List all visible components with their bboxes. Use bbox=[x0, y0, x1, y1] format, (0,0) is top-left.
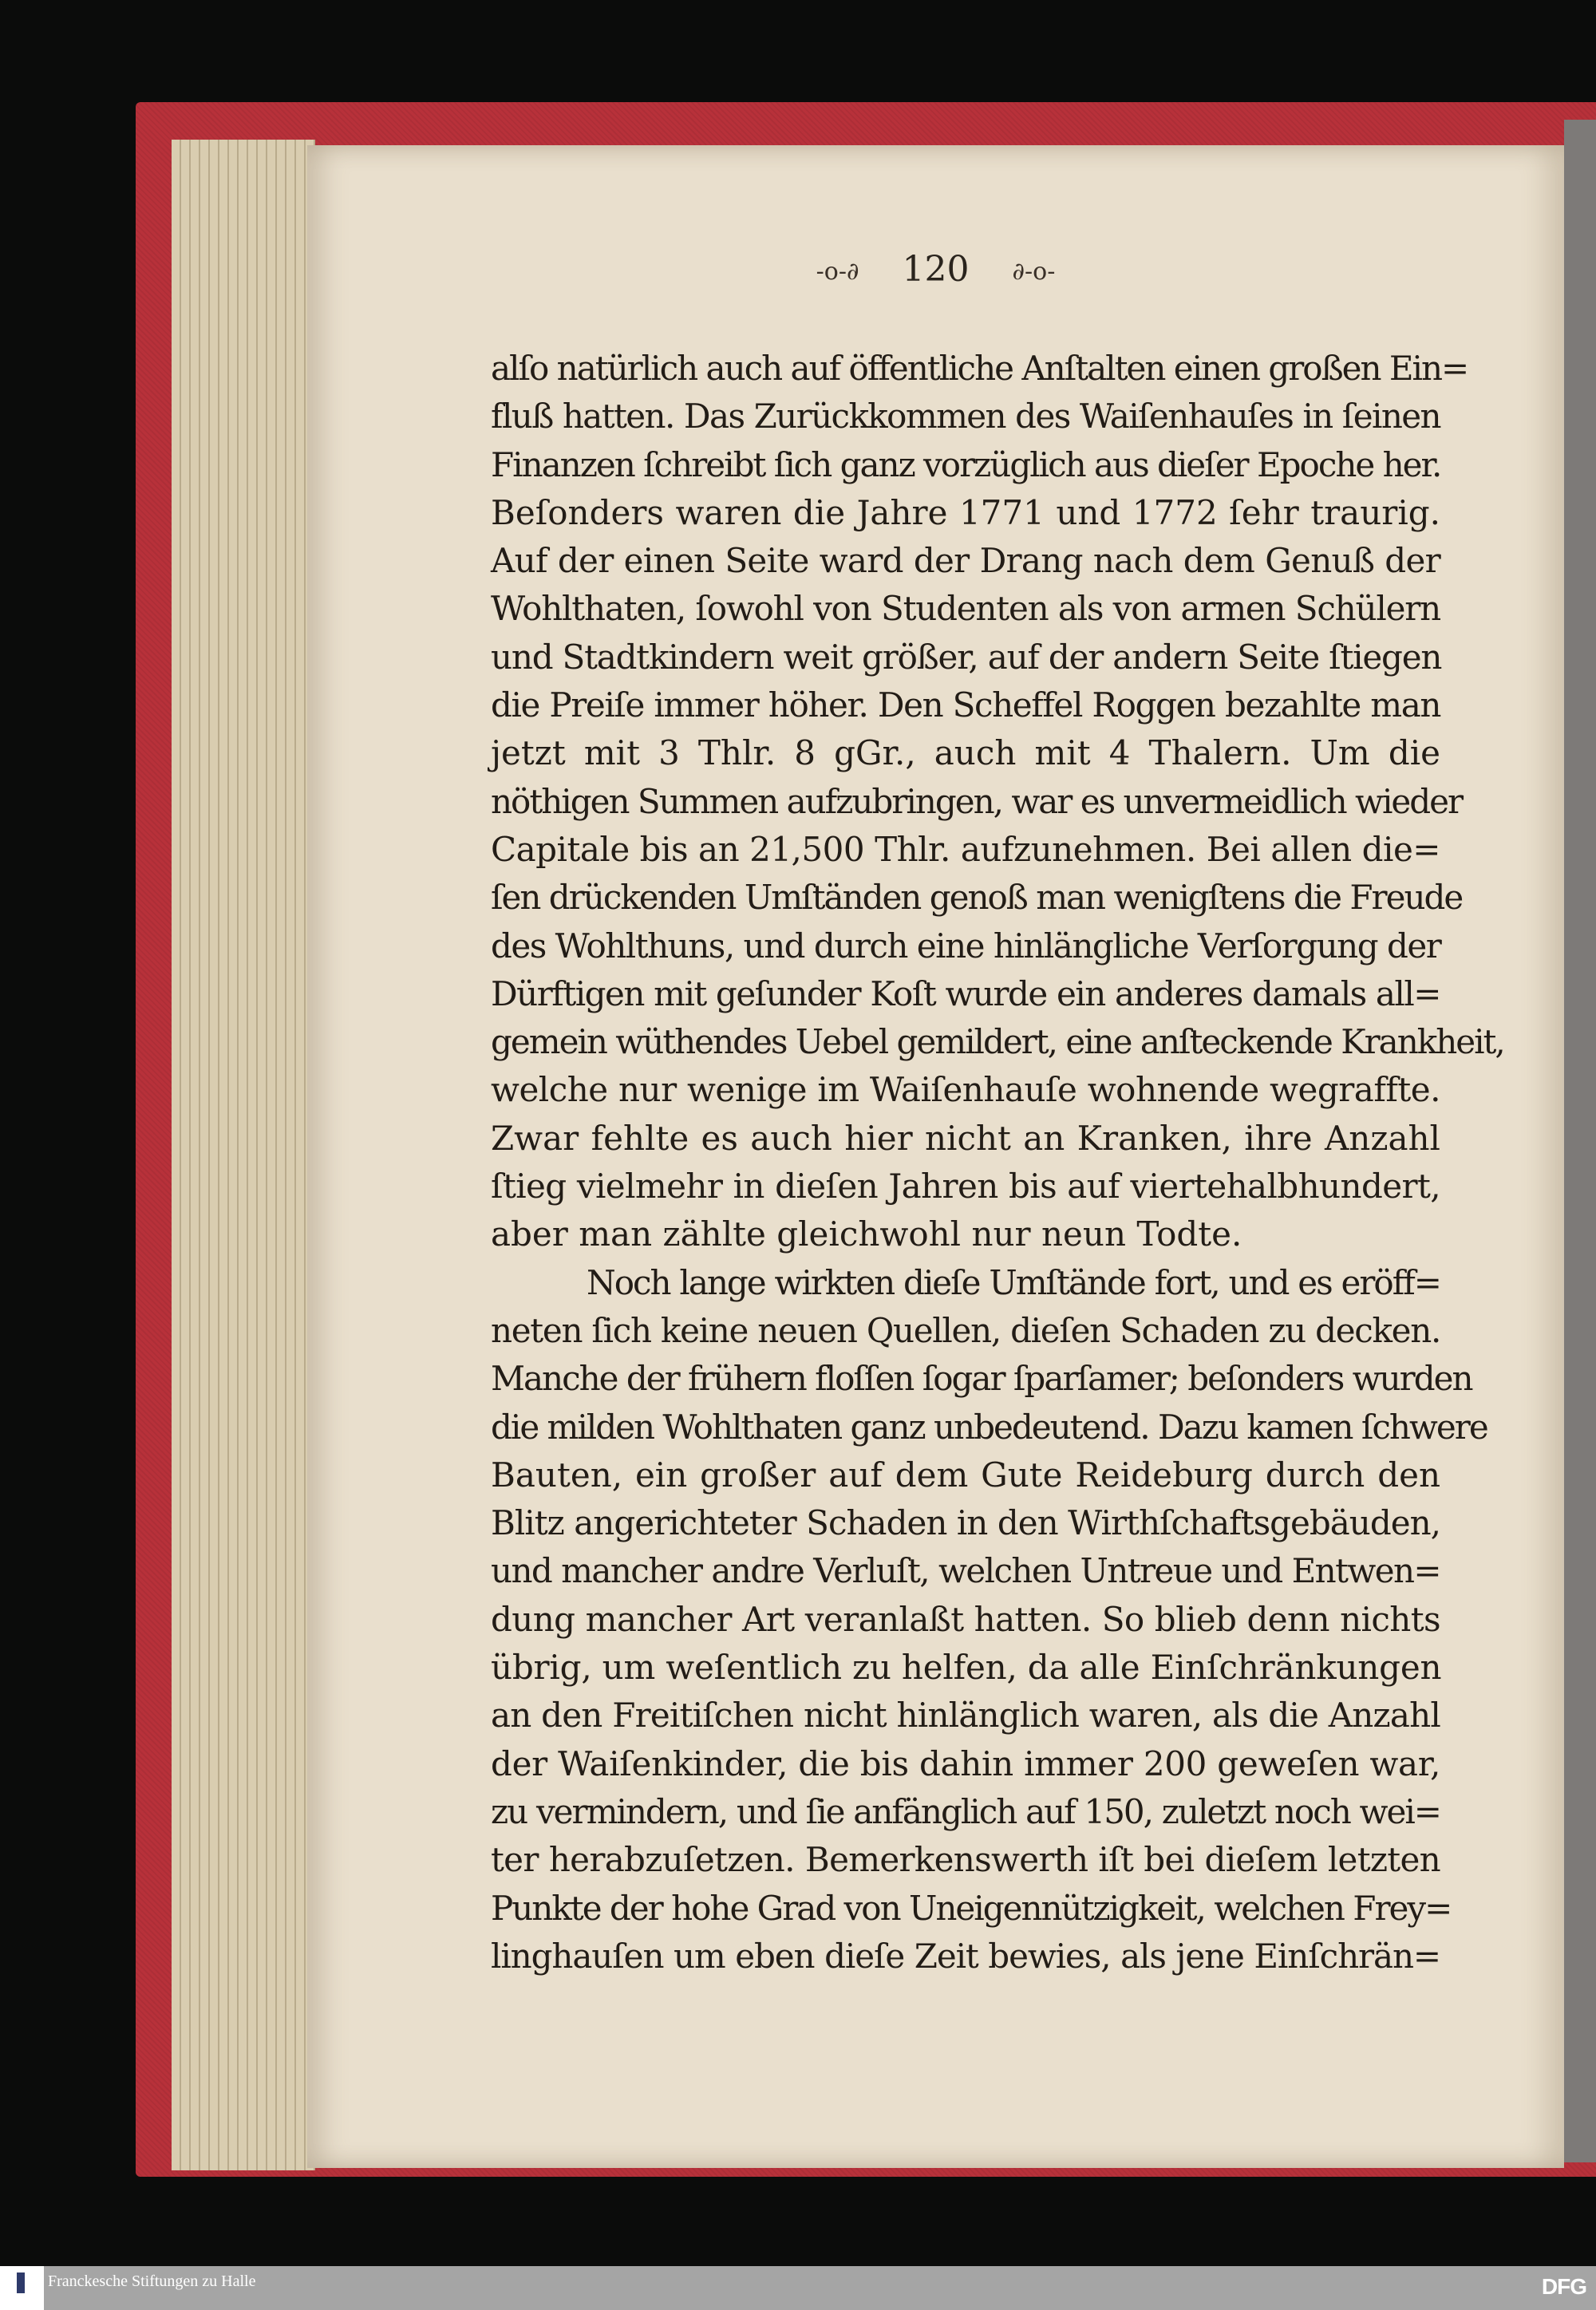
text-line: ſtieg vielmehr in dieſen Jahren bis auf viertehalbhundert, bbox=[491, 1167, 1440, 1206]
text-line: aber man zählte gleichwohl nur neun Todte. bbox=[491, 1214, 1242, 1254]
institution-logo[interactable] bbox=[0, 2266, 44, 2310]
ornament-left-icon: -o-∂ bbox=[816, 258, 859, 286]
page-header bbox=[307, 249, 1564, 290]
text-line: Dürftigen mit geſunder Koſt wurde ein anderes damals all= bbox=[491, 973, 1440, 1013]
text-line: Noch lange wirkten dieſe Umſtände fort, und es eröff= bbox=[587, 1262, 1440, 1302]
logo-icon bbox=[17, 2272, 25, 2293]
text-line: Bauten, ein großer auf dem Gute Reideburg durch den bbox=[491, 1455, 1440, 1495]
text-line: welche nur wenige im Waiſenhauſe wohnende wegraffte. bbox=[491, 1070, 1440, 1110]
text-line: übrig, um weſentlich zu helfen, da alle Einſchränkungen bbox=[491, 1648, 1442, 1688]
text-line: Finanzen ſchreibt ſich ganz vorzüglich aus dieſer Epoche her. bbox=[491, 444, 1441, 484]
text-line: und Stadtkindern weit größer, auf der andern Seite ſtiegen bbox=[491, 637, 1442, 677]
text-line: gemein wüthendes Uebel gemildert, eine anſteckende Krankheit, bbox=[491, 1022, 1504, 1062]
text-line: ter herabzuſetzen. Bemerkenswerth iſt bei dieſem letzten bbox=[491, 1840, 1440, 1880]
text-line: Beſonders waren die Jahre 1771 und 1772 ſehr traurig. bbox=[491, 492, 1440, 532]
text-line: linghauſen um eben dieſe Zeit bewies, als jene Einſchrän= bbox=[491, 1936, 1440, 1976]
text-line: neten ſich keine neuen Quellen, dieſen Schaden zu decken. bbox=[491, 1310, 1440, 1350]
text-line: Punkte der hohe Grad von Uneigennützigkeit, welchen Frey= bbox=[491, 1888, 1452, 1928]
text-line: dung mancher Art veranlaßt hatten. So blieb denn nichts bbox=[491, 1599, 1440, 1639]
text-line: zu vermindern, und ſie anfänglich auf 150, zuletzt noch wei= bbox=[491, 1791, 1440, 1831]
dfg-logo[interactable]: DFG bbox=[1541, 2274, 1586, 2299]
text-line: Wohlthaten, ſowohl von Studenten als von armen Schülern bbox=[491, 589, 1440, 629]
text-line: der Waiſenkinder, die bis dahin immer 200 geweſen war, bbox=[491, 1743, 1440, 1783]
text-line: Zwar fehlte es auch hier nicht an Kranken, ihre Anzahl bbox=[491, 1118, 1440, 1158]
page-number: 120 bbox=[902, 249, 970, 290]
text-line: nöthigen Summen aufzubringen, war es unvermeidlich wieder bbox=[491, 781, 1463, 821]
body-text bbox=[491, 345, 1504, 1980]
book-page bbox=[307, 145, 1564, 2168]
book-spine bbox=[1564, 120, 1596, 2162]
text-line: jetzt mit 3 Thlr. 8 gGr., auch mit 4 Thalern. Um die bbox=[491, 733, 1440, 773]
text-line: an den Freitiſchen nicht hinlänglich waren, als die Anzahl bbox=[491, 1696, 1440, 1735]
text-line: fluß hatten. Das Zurückkommen des Waiſenhauſes in ſeinen bbox=[491, 397, 1440, 436]
text-line: Blitz angerichteter Schaden in den Wirthſchaftsgebäuden, bbox=[491, 1503, 1440, 1543]
page-edges bbox=[172, 140, 315, 2170]
text-line: ſen drückenden Umſtänden genoß man wenigſtens die Freude bbox=[491, 878, 1463, 918]
text-line: Auf der einen Seite ward der Drang nach dem Genuß der bbox=[491, 541, 1440, 581]
text-line: die milden Wohlthaten ganz unbedeutend. Dazu kamen ſchwere bbox=[491, 1407, 1487, 1447]
institution-name[interactable]: Franckesche Stiftungen zu Halle bbox=[48, 2272, 256, 2290]
text-line: alſo natürlich auch auf öffentliche Anſtalten einen großen Ein= bbox=[491, 349, 1468, 388]
viewer-footer bbox=[0, 2266, 1596, 2310]
text-line: Manche der frühern floſſen ſogar ſparſamer; beſonders wurden bbox=[491, 1359, 1472, 1399]
ornament-right-icon: ∂-o- bbox=[1012, 258, 1056, 286]
text-line: und mancher andre Verluſt, welchen Untreue und Entwen= bbox=[491, 1551, 1440, 1591]
text-line: des Wohlthuns, und durch eine hinlängliche Verſorgung der bbox=[491, 926, 1441, 965]
text-line: die Preiſe immer höher. Den Scheffel Roggen bezahlte man bbox=[491, 685, 1440, 725]
text-line: Capitale bis an 21,500 Thlr. aufzunehmen. Bei allen die= bbox=[491, 829, 1440, 869]
